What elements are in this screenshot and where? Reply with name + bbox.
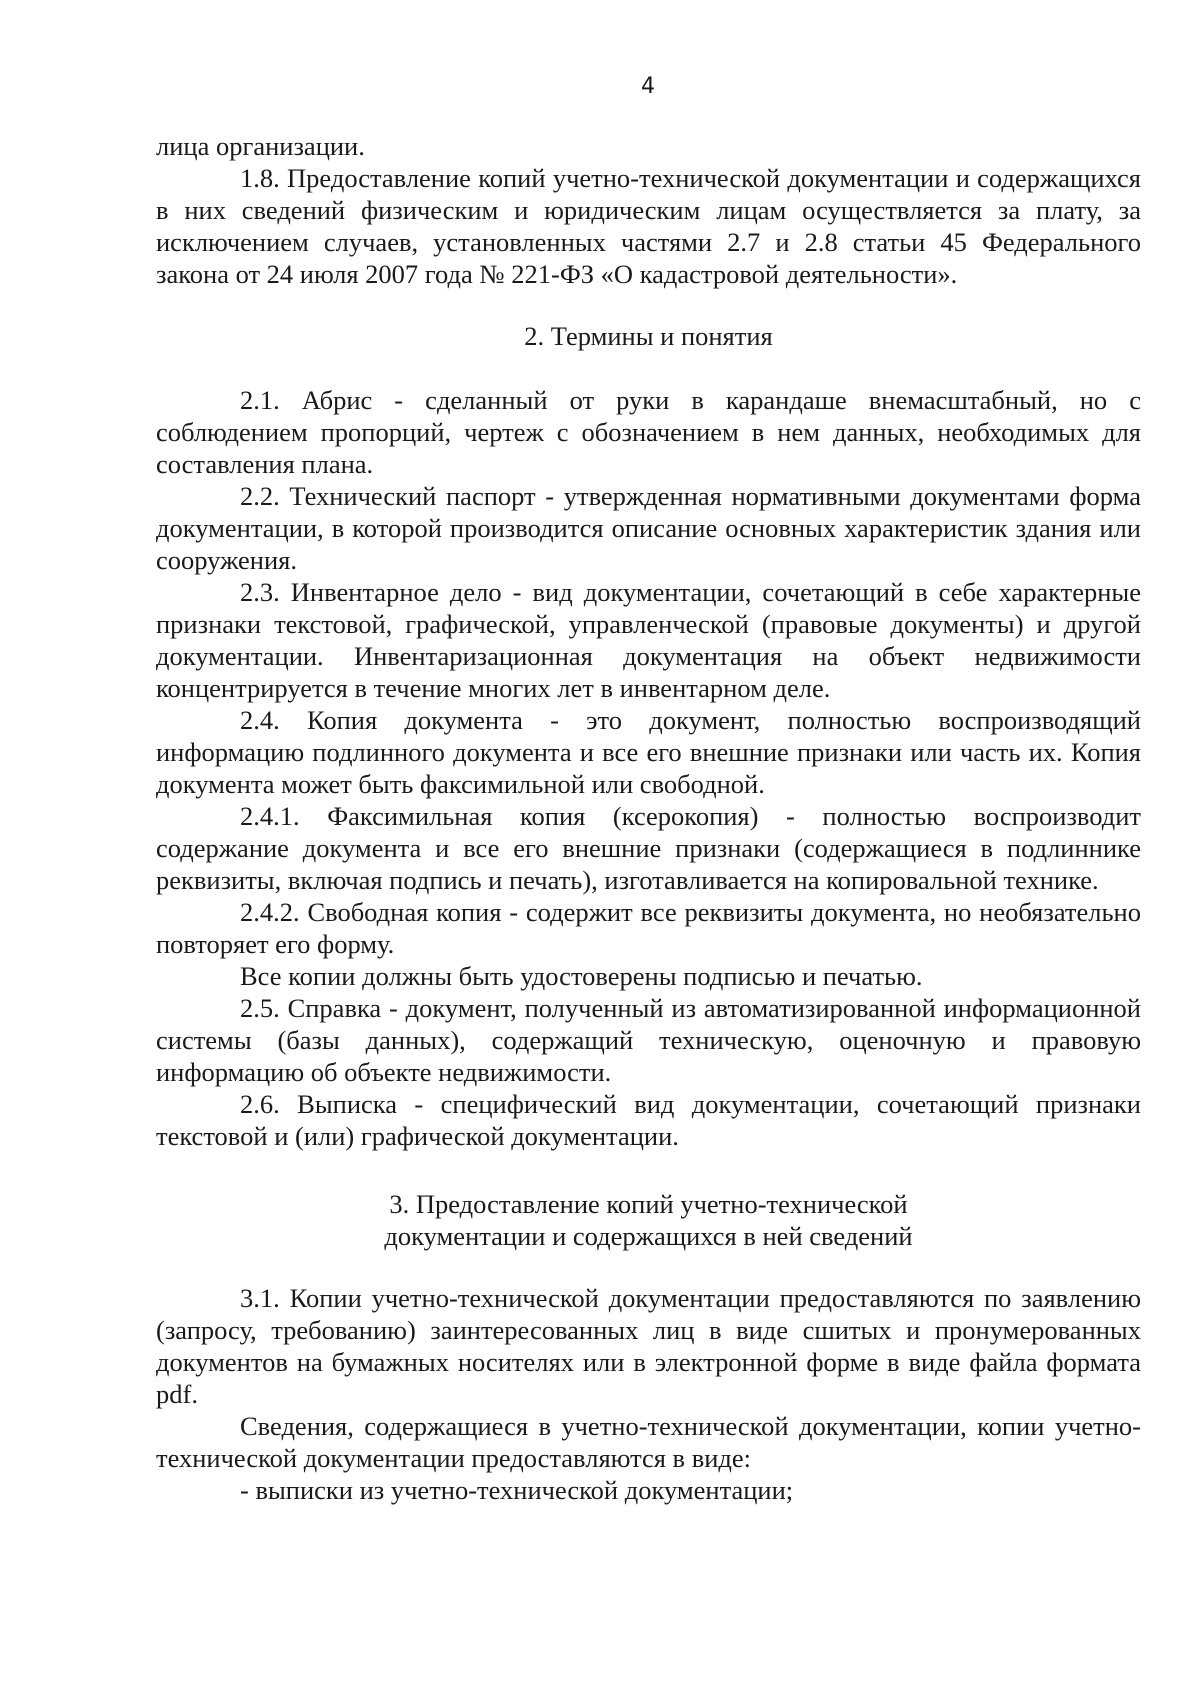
section-heading-3 (156, 1188, 1141, 1252)
paragraph-2-1: 2.1. Абрис - сделанный от руки в карандаше внемасштабный, но с соблюдением пропорций, чертеж с обозначением в нем данных, необходимых для составления плана. (156, 385, 1141, 479)
paragraph-copies-certified: Все копии должны быть удостоверены подписью и печатью. (240, 961, 923, 991)
paragraph-info-forms: Сведения, содержащиеся в учетно-технической документации, копии учетно-технической документации предоставляются в виде: (156, 1411, 1141, 1473)
paragraph-2-4-1: 2.4.1. Факсимильная копия (ксерокопия) - полностью воспроизводит содержание документа и все его внешние признаки (содержащиеся в подлиннике реквизиты, включая подпись и печать), изготавливается на копировальной технике. (156, 801, 1141, 895)
list-item-extract: - выписки из учетно-технической документации; (240, 1475, 794, 1505)
paragraph-continuation: лица организации. (156, 131, 365, 161)
section-heading-3-line-1: 3. Предоставление копий учетно-технической (389, 1189, 908, 1219)
paragraph-2-2: 2.2. Технический паспорт - утвержденная нормативными документами форма документации, в которой производится описание основных характеристик здания или сооружения. (156, 481, 1141, 575)
paragraph-1-8: 1.8. Предоставление копий учетно-технической документации и содержащихся в них сведений физическим и юридическим лицам осуществляется за плату, за исключением случаев, установленных частями 2.7 и 2.8 статьи 45 Федерального закона от 24 июля 2007 года № 221-ФЗ «О кадастровой деятельности». (156, 163, 1141, 289)
paragraph-2-4-2: 2.4.2. Свободная копия - содержит все реквизиты документа, но необязательно повторяет его форму. (156, 897, 1141, 959)
paragraph-2-4: 2.4. Копия документа - это документ, полностью воспроизводящий информацию подлинного документа и все его внешние признаки или часть их. Копия документа может быть факсимильной или свободной. (156, 705, 1141, 799)
paragraph-2-5: 2.5. Справка - документ, полученный из автоматизированной информационной системы (базы данных), содержащий техническую, оценочную и правовую информацию об объекте недвижимости. (156, 993, 1141, 1087)
paragraph-2-3: 2.3. Инвентарное дело - вид документации, сочетающий в себе характерные признаки текстовой, графической, управленческой (правовые документы) и другой документации. Инвентаризационная документация на объект недвижимости концентрируется в течение многих лет в инвентарном деле. (156, 577, 1141, 703)
page-number: 4 (641, 74, 655, 99)
document-body (156, 130, 1141, 1506)
paragraph-2-6: 2.6. Выписка - специфический вид документации, сочетающий признаки текстовой и (или) графической документации. (156, 1089, 1141, 1151)
paragraph-3-1: 3.1. Копии учетно-технической документации предоставляются по заявлению (запросу, требованию) заинтересованных лиц в виде сшитых и пронумерованных документов на бумажных носителях или в электронной форме в виде файла формата pdf. (156, 1283, 1141, 1409)
section-heading-2-line: 2. Термины и понятия (524, 321, 773, 351)
section-heading-3-line-2: документации и содержащихся в ней сведений (384, 1221, 913, 1251)
section-heading-2 (156, 320, 1141, 352)
